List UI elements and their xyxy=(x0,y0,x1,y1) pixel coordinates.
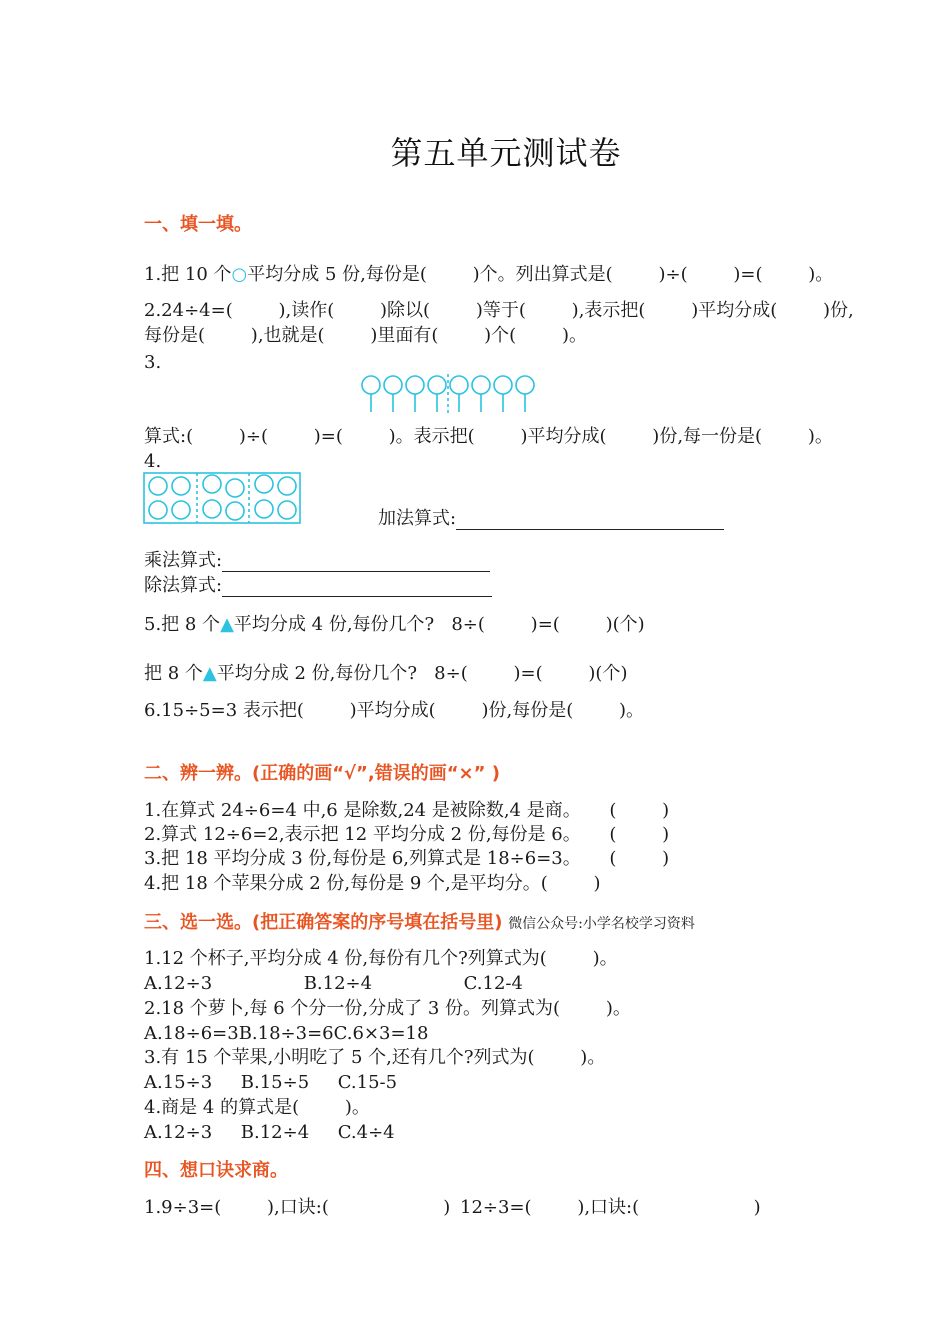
section-1-heading: 一、填一填。 xyxy=(144,214,252,235)
multiplication-answer-blank[interactable] xyxy=(222,553,490,572)
question-1-2-line-2: 每份是( ),也就是( )里面有( )个( )。 xyxy=(144,325,587,346)
choice-q3: 3.有 15 个苹果,小明吃了 5 个,还有几个?列式为( )。 xyxy=(144,1047,606,1068)
judge-item-3: 3.把 18 平均分成 3 份,每份是 6,列算式是 18÷6=3。 ( ) xyxy=(144,848,670,869)
question-1-2-line-1: 2.24÷4=( ),读作( )除以( )等于( ),表示把( )平均分成( )份, xyxy=(144,300,854,321)
circle-icon: ○ xyxy=(231,264,248,285)
choice-q2-options: A.18÷6=3B.18÷3=6C.6×3=18 xyxy=(144,1023,429,1044)
choice-q4-options: A.12÷3 B.12÷4 C.4÷4 xyxy=(144,1122,395,1143)
question-1-6: 6.15÷5=3 表示把( )平均分成( )份,每份是( )。 xyxy=(144,700,645,721)
section-4-heading: 四、想口诀求商。 xyxy=(144,1160,288,1181)
question-1-5-b: 把 8 个▲平均分成 2 份,每份几个? 8÷( )=( )(个) xyxy=(144,663,628,684)
triangle-icon: ▲ xyxy=(220,614,234,635)
question-1-3-label: 3. xyxy=(144,352,162,373)
judge-item-2: 2.算式 12÷6=2,表示把 12 平均分成 2 份,每份是 6。 ( ) xyxy=(144,824,670,845)
question-1-4-label: 4. xyxy=(144,451,162,472)
wechat-note: 微信公众号:小学名校学习资料 xyxy=(508,916,695,932)
addition-answer-blank[interactable] xyxy=(456,511,724,530)
section-3-heading-line xyxy=(144,912,695,935)
section-2-heading: 二、辨一辨。(正确的画“√”,错误的画“×” ) xyxy=(144,763,500,784)
question-1-3-formula: 算式:( )÷( )=( )。表示把( )平均分成( )份,每一份是( )。 xyxy=(144,426,833,447)
quotient-q1b: 12÷3=( ),口诀:( ) xyxy=(460,1197,761,1218)
quotient-q1a: 1.9÷3=( ),口诀:( ) xyxy=(144,1197,451,1218)
choice-q1: 1.12 个杯子,平均分成 4 份,每份有几个?列算式为( )。 xyxy=(144,948,618,969)
division-answer-blank[interactable] xyxy=(222,578,492,597)
addition-formula-line: 加法算式: xyxy=(378,508,724,530)
choice-q1-options: A.12÷3 B.12÷4 C.12-4 xyxy=(144,973,523,994)
choice-q3-options: A.15÷3 B.15÷5 C.15-5 xyxy=(144,1072,398,1093)
choice-q4: 4.商是 4 的算式是( )。 xyxy=(144,1097,370,1118)
lollipop-figure xyxy=(355,372,545,416)
question-1-1: 1.把 10 个○平均分成 5 份,每份是( )个。列出算式是( )÷( )=( )。 xyxy=(144,264,834,285)
triangle-icon: ▲ xyxy=(202,663,217,684)
circles-box-figure xyxy=(143,472,303,526)
judge-item-1: 1.在算式 24÷6=4 中,6 是除数,24 是被除数,4 是商。 ( ) xyxy=(144,800,670,821)
division-formula-line: 除法算式: xyxy=(144,575,492,597)
choice-q2: 2.18 个萝卜,每 6 个分一份,分成了 3 份。列算式为( )。 xyxy=(144,998,631,1019)
section-3-heading: 三、选一选。(把正确答案的序号填在括号里) xyxy=(144,912,503,933)
multiplication-formula-line: 乘法算式: xyxy=(144,550,490,572)
question-1-5-a: 5.把 8 个▲平均分成 4 份,每份几个? 8÷( )=( )(个) xyxy=(144,614,645,635)
page-title: 第五单元测试卷 xyxy=(390,134,622,172)
judge-item-4: 4.把 18 个苹果分成 2 份,每份是 9 个,是平均分。( ) xyxy=(144,873,601,894)
